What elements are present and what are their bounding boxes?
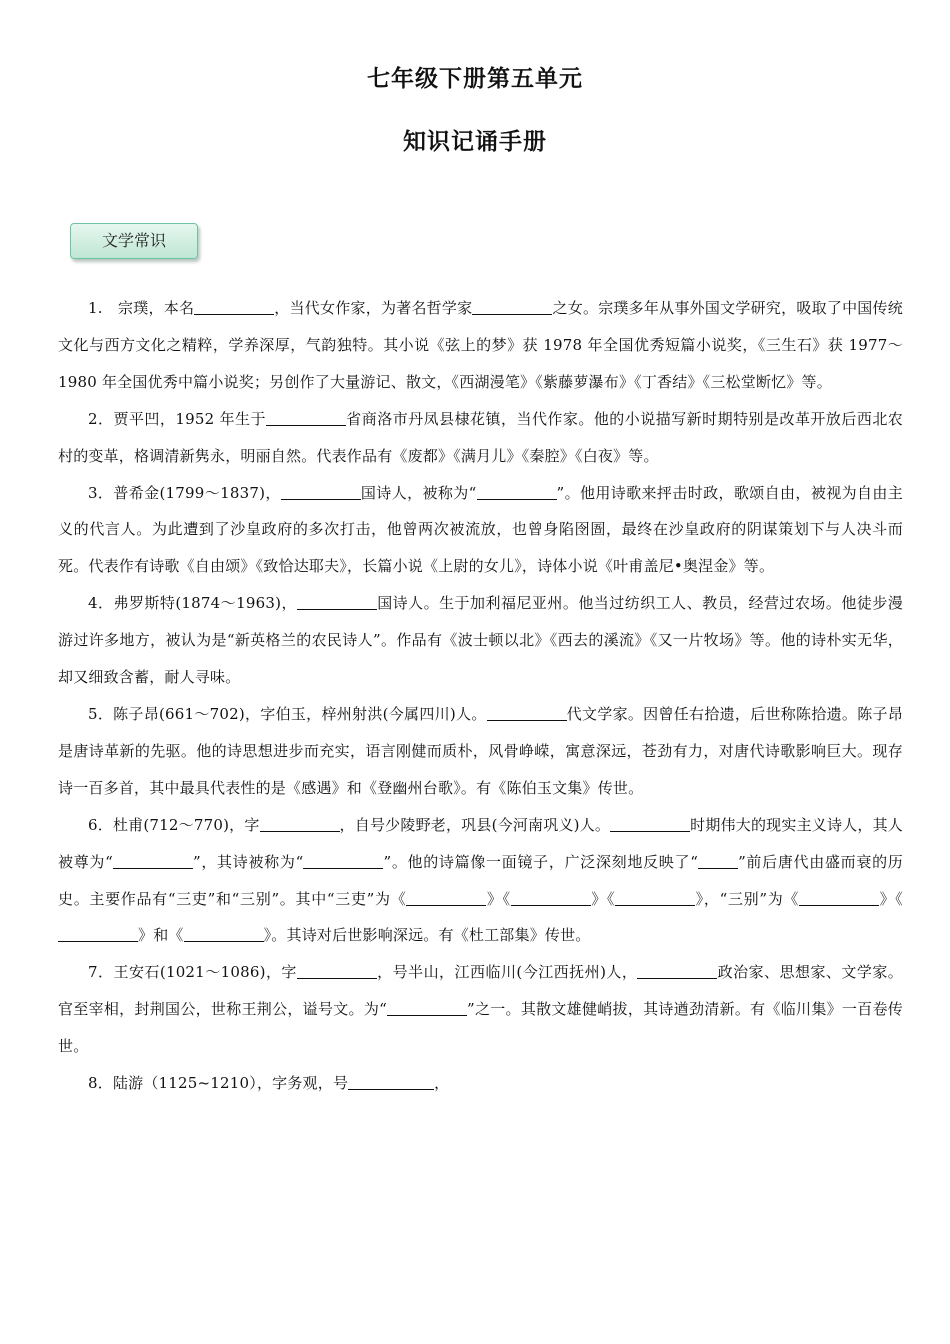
- fill-blank[interactable]: [348, 1072, 434, 1090]
- fill-blank[interactable]: [281, 482, 361, 500]
- content-body: [58, 290, 903, 1102]
- fill-blank[interactable]: [303, 851, 383, 869]
- fill-blank[interactable]: [260, 814, 340, 832]
- item-6-du-fu: 6．杜甫(712～770)，字 ，自号少陵野老，巩县(今河南巩义)人。 时期伟大的现实主义诗人，其人被尊为“ ”，其诗被称为“ ”。他的诗篇像一面镜子，广泛深刻地反映了“ ”前后唐代由盛而衰的历史。主要作品有“三吏”和“三别”。其中“三吏”为《 》《 》《 》，“三别”为《 》《》和《 》。其诗对后世影响深远。有《杜工部集》传世。: [58, 815, 903, 945]
- fill-blank[interactable]: [637, 961, 717, 979]
- fill-blank[interactable]: [58, 924, 138, 942]
- fill-blank[interactable]: [511, 888, 591, 906]
- fill-blank[interactable]: [799, 888, 879, 906]
- fill-blank[interactable]: [610, 814, 690, 832]
- item-8-lu-you: 8．陆游（1125~1210），字务观，号 ，: [88, 1074, 450, 1093]
- fill-blank[interactable]: [487, 703, 567, 721]
- fill-blank[interactable]: [406, 888, 486, 906]
- item-5-chen-ziang: 5．陈子昂(661～702)，字伯玉，梓州射洪(今属四川)人。 代文学家。因曾任右拾遗，后世称陈拾遗。陈子昂是唐诗革新的先驱。他的诗思想进步而充实，语言刚健而质朴，风骨峥嵘，寓意深远，苍劲有力，对唐代诗歌影响巨大。现存诗一百多首，其中最具代表性的是《感遇》和《登幽州台歌》。有《陈伯玉文集》传世。: [58, 704, 903, 797]
- fill-blank[interactable]: [113, 851, 193, 869]
- item-1-zong-pu: 1. 宗璞，本名 ，当代女作家，为著名哲学家 之女。宗璞多年从事外国文学研究，吸取了中国传统文化与西方文化之精粹，学养深厚，气韵独特。其小说《弦上的梦》获 1978 年全国优秀短篇小说奖，《三生石》获 1977～1980 年全国优秀中篇小说奖；另创作了大量游记、散文，《西湖漫笔》《紫藤萝瀑布》《丁香结》《三松堂断忆》等。: [58, 299, 903, 391]
- fill-blank[interactable]: [194, 297, 274, 315]
- fill-blank[interactable]: [472, 297, 552, 315]
- fill-blank[interactable]: [184, 924, 264, 942]
- fill-blank[interactable]: [387, 998, 467, 1016]
- fill-blank[interactable]: [698, 851, 738, 869]
- item-2-jia-pingwa: 2．贾平凹，1952 年生于 省商洛市丹凤县棣花镇，当代作家。他的小说描写新时期特别是改革开放后西北农村的变革，格调清新隽永，明丽自然。代表作品有《废都》《满月儿》《秦腔》《白夜》等。: [58, 409, 903, 465]
- fill-blank[interactable]: [297, 961, 377, 979]
- document-subtitle: 知识记诵手册: [403, 129, 547, 155]
- section-tag-literary-knowledge: 文学常识: [70, 223, 198, 259]
- item-3-pushkin: 3．普希金(1799～1837)， 国诗人，被称为“ ”。他用诗歌来抨击时政，歌颂自由，被视为自由主义的代言人。为此遭到了沙皇政府的多次打击，他曾两次被流放，也曾身陷囹圄，最终在沙皇政府的阴谋策划下与人决斗而死。代表作有诗歌《自由颂》《致恰达耶夫》，长篇小说《上尉的女儿》，诗体小说《叶甫盖尼•奥涅金》等。: [58, 483, 903, 576]
- fill-blank[interactable]: [477, 482, 557, 500]
- fill-blank[interactable]: [615, 888, 695, 906]
- fill-blank[interactable]: [297, 592, 377, 610]
- item-4-frost: 4．弗罗斯特(1874～1963)， 国诗人。生于加利福尼亚州。他当过纺织工人、教员，经营过农场。他徒步漫游过许多地方，被认为是“新英格兰的农民诗人”。作品有《波士顿以北》《西去的溪流》《又一片牧场》等。他的诗朴实无华，却又细致含蓄，耐人寻味。: [58, 594, 903, 687]
- fill-blank[interactable]: [266, 408, 346, 426]
- document-title: 七年级下册第五单元: [367, 66, 583, 92]
- item-7-wang-anshi: 7．王安石(1021～1086)，字 ，号半山，江西临川(今江西抚州)人， 政治家、思想家、文学家。官至宰相，封荆国公，世称王荆公，谥号文。为“ ”之一。其散文雄健峭拔，其诗遒劲清新。有《临川集》一百卷传世。: [58, 963, 904, 1056]
